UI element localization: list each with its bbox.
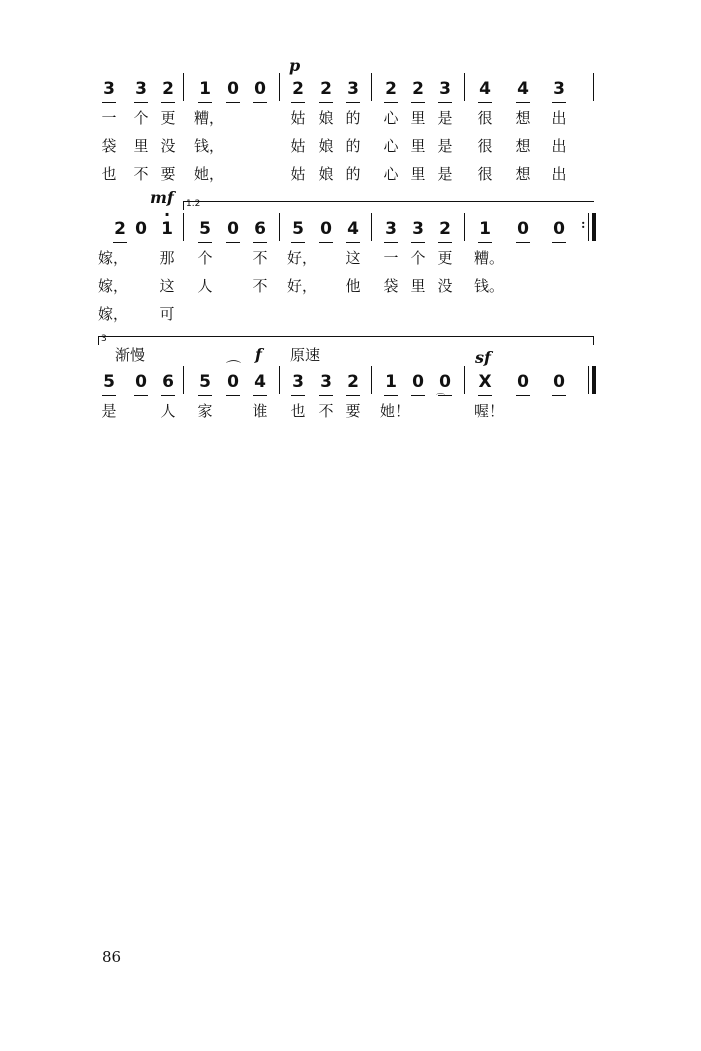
note: 4 xyxy=(512,79,534,99)
lyric: 里 xyxy=(133,137,149,155)
lyric: 不 xyxy=(252,249,268,267)
note: 3 xyxy=(130,79,152,99)
lyric: 娘 xyxy=(318,165,334,183)
lyric: 更 xyxy=(437,249,453,267)
barline xyxy=(183,366,184,394)
repeat-dots: : xyxy=(581,217,586,231)
note: 5 xyxy=(98,372,120,392)
lyric: 个 xyxy=(133,109,149,127)
volta-label: 3 xyxy=(101,334,107,344)
note: 0 xyxy=(407,372,429,392)
lyric: 这 xyxy=(345,249,361,267)
note: 6 xyxy=(157,372,179,392)
barline xyxy=(183,213,184,241)
dynamic-p: p xyxy=(289,56,301,75)
repeat-end-barline xyxy=(592,213,596,241)
lyric: 好， xyxy=(287,249,318,267)
lyric: 是 xyxy=(101,402,117,420)
note: 3 xyxy=(98,79,120,99)
lyric: 心 xyxy=(383,137,399,155)
lyric: 钱， xyxy=(194,137,225,155)
lyric: 人 xyxy=(197,277,213,295)
volta-label: 1.2 xyxy=(186,199,201,209)
lyric: 想 xyxy=(515,109,531,127)
note: 5 xyxy=(287,219,309,239)
note: 2 xyxy=(109,219,131,239)
note: 4 xyxy=(249,372,271,392)
lyric: 是 xyxy=(437,109,453,127)
lyric: 嫁， xyxy=(98,277,129,295)
lyric: 想 xyxy=(515,165,531,183)
tempo-slowing: 渐慢 xyxy=(115,346,146,364)
lyric: 也 xyxy=(290,402,306,420)
lyric: 要 xyxy=(345,402,361,420)
lyric: 的 xyxy=(345,137,361,155)
dynamic-sf: sf xyxy=(475,348,491,367)
note: 3 xyxy=(315,372,337,392)
lyric: 一 xyxy=(101,109,117,127)
lyric: 想 xyxy=(515,137,531,155)
lyric: 娘 xyxy=(318,109,334,127)
lyric: 糟， xyxy=(194,109,225,127)
note: 3 xyxy=(287,372,309,392)
barline xyxy=(464,366,465,394)
note: 2 xyxy=(287,79,309,99)
lyric: 姑 xyxy=(290,165,306,183)
note: 3 xyxy=(548,79,570,99)
lyric: 很 xyxy=(477,109,493,127)
note: 2 xyxy=(315,79,337,99)
lyric: 不 xyxy=(318,402,334,420)
lyric: 娘 xyxy=(318,137,334,155)
note: 1 xyxy=(380,372,402,392)
lyric: 出 xyxy=(551,109,567,127)
lyric: 也 xyxy=(101,165,117,183)
fermata-icon: ⌒ xyxy=(226,359,242,377)
tempo-original: 原速 xyxy=(290,346,321,364)
lyric: 谁 xyxy=(252,402,268,420)
breath-mark-icon: ⌒ xyxy=(436,394,446,404)
lyric: 个 xyxy=(197,249,213,267)
lyric: 人 xyxy=(160,402,176,420)
note: 0 xyxy=(222,372,244,392)
note: 1 xyxy=(474,219,496,239)
lyric: 家 xyxy=(197,402,213,420)
volta-bracket-3 xyxy=(98,336,594,345)
lyric: 很 xyxy=(477,137,493,155)
lyric: 她！ xyxy=(380,402,411,420)
dynamic-mf: mf xyxy=(150,188,174,207)
lyric: 那 xyxy=(159,249,175,267)
lyric: 好， xyxy=(287,277,318,295)
lyric: 嫁， xyxy=(98,249,129,267)
note: 0 xyxy=(512,219,534,239)
note: 4 xyxy=(342,219,364,239)
lyric: 里 xyxy=(410,165,426,183)
lyric: 他 xyxy=(345,277,361,295)
note: 1 xyxy=(194,79,216,99)
note: 0 xyxy=(512,372,534,392)
page-number: 86 xyxy=(102,948,122,966)
note: 3 xyxy=(407,219,429,239)
note: 5 xyxy=(194,219,216,239)
lyric: 很 xyxy=(477,165,493,183)
note: 2 xyxy=(342,372,364,392)
lyric: 一 xyxy=(383,249,399,267)
lyric: 的 xyxy=(345,109,361,127)
note: 0 xyxy=(222,219,244,239)
lyric: 姑 xyxy=(290,109,306,127)
lyric: 糟。 xyxy=(474,249,505,267)
note: 2 xyxy=(157,79,179,99)
lyric: 喔！ xyxy=(474,402,505,420)
note: 0 xyxy=(315,219,337,239)
barline xyxy=(279,366,280,394)
note: X xyxy=(474,372,496,392)
note: 5 xyxy=(194,372,216,392)
barline xyxy=(588,213,589,241)
lyric: 不 xyxy=(252,277,268,295)
barline xyxy=(593,73,594,101)
lyric: 里 xyxy=(410,137,426,155)
lyric: 心 xyxy=(383,109,399,127)
lyric: 姑 xyxy=(290,137,306,155)
note: 0 xyxy=(548,219,570,239)
lyric: 里 xyxy=(410,277,426,295)
lyric: 钱。 xyxy=(474,277,505,295)
lyric: 她， xyxy=(194,165,225,183)
lyric: 不 xyxy=(133,165,149,183)
note: 0 xyxy=(434,372,456,392)
note-high-octave: · 1 xyxy=(156,219,178,239)
note: 2 xyxy=(434,219,456,239)
lyric: 是 xyxy=(437,165,453,183)
note: 0 xyxy=(249,79,271,99)
lyric: 没 xyxy=(437,277,453,295)
lyric: 的 xyxy=(345,165,361,183)
lyric: 心 xyxy=(383,165,399,183)
dynamic-f: f xyxy=(255,345,262,364)
note: 0 xyxy=(222,79,244,99)
barline xyxy=(183,73,184,101)
lyric: 没 xyxy=(160,137,176,155)
note: 4 xyxy=(474,79,496,99)
barline xyxy=(464,73,465,101)
lyric: 是 xyxy=(437,137,453,155)
note: 0 xyxy=(130,372,152,392)
note: 6 xyxy=(249,219,271,239)
lyric: 个 xyxy=(410,249,426,267)
note: 3 xyxy=(342,79,364,99)
lyric: 袋 xyxy=(383,277,399,295)
lyric: 更 xyxy=(160,109,176,127)
note: 0 xyxy=(548,372,570,392)
lyric: 可 xyxy=(159,305,175,323)
barline xyxy=(588,366,589,394)
barline xyxy=(371,73,372,101)
barline xyxy=(371,366,372,394)
note: 0 xyxy=(135,219,147,239)
note: 2 xyxy=(380,79,402,99)
barline xyxy=(464,213,465,241)
lyric: 里 xyxy=(410,109,426,127)
note: 3 xyxy=(434,79,456,99)
lyric: 出 xyxy=(551,165,567,183)
barline xyxy=(279,73,280,101)
volta-bracket-1-2 xyxy=(183,201,594,210)
lyric: 嫁， xyxy=(98,305,129,323)
barline xyxy=(279,213,280,241)
note: 3 xyxy=(380,219,402,239)
barline xyxy=(371,213,372,241)
note: 2 xyxy=(407,79,429,99)
lyric: 这 xyxy=(159,277,175,295)
lyric: 袋 xyxy=(101,137,117,155)
lyric: 出 xyxy=(551,137,567,155)
lyric: 要 xyxy=(160,165,176,183)
final-barline xyxy=(592,366,596,394)
